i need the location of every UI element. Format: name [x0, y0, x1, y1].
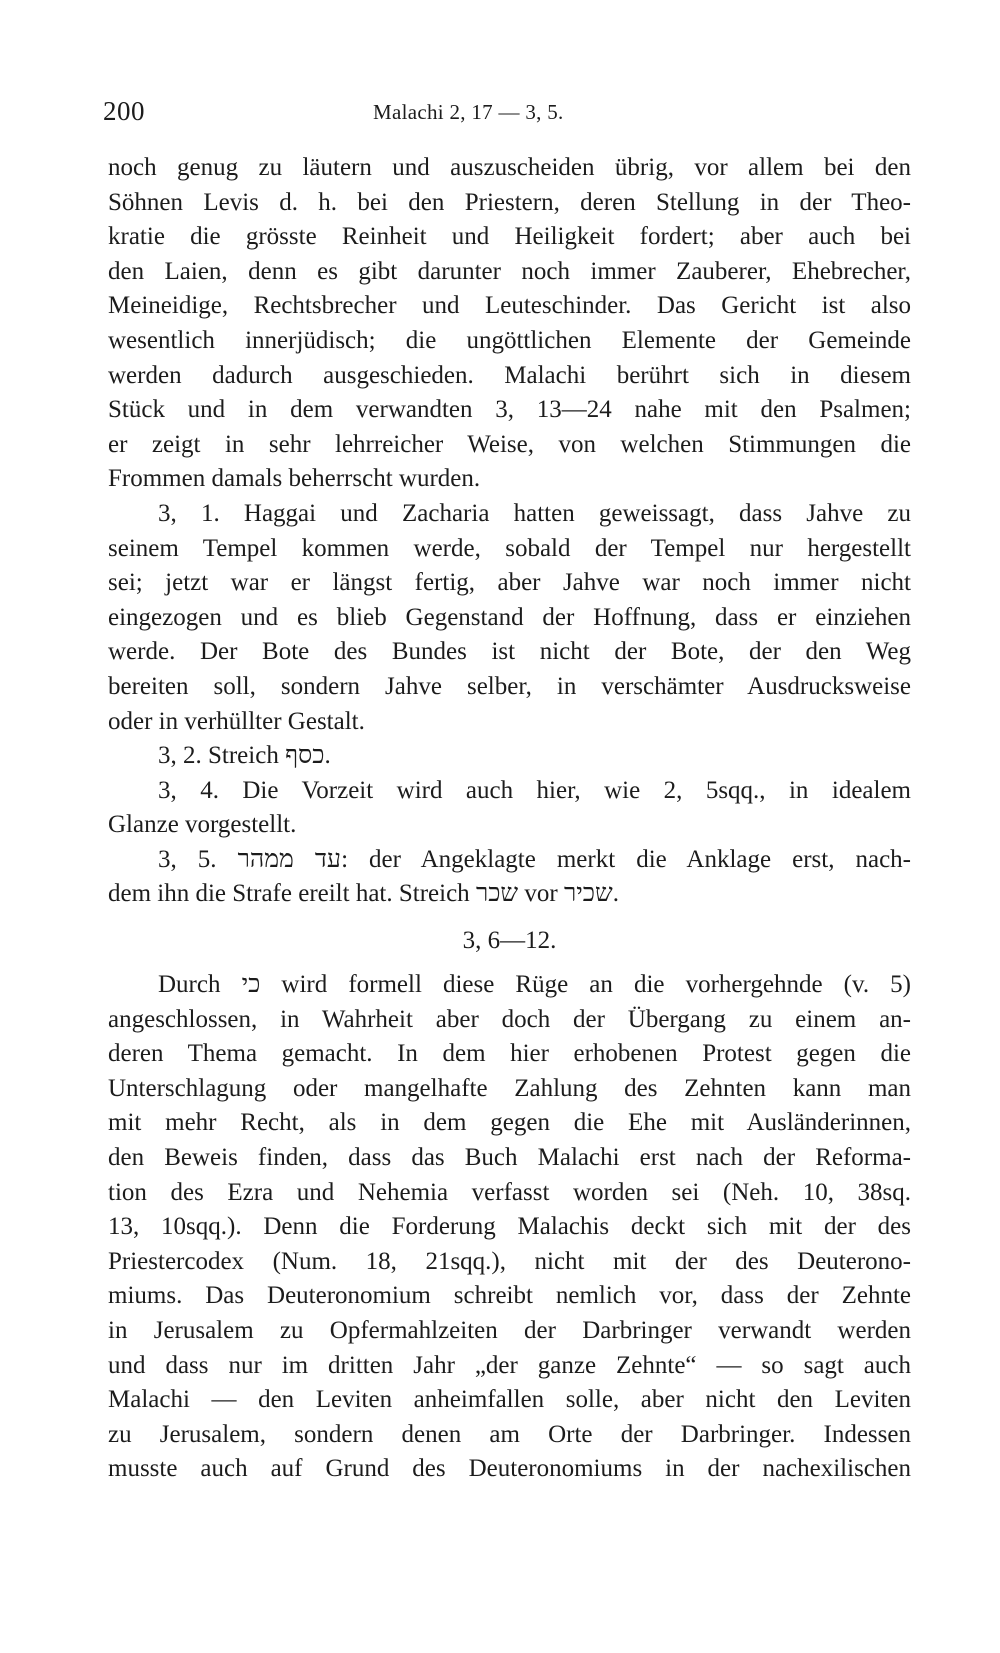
text-line: den Beweis finden, dass das Buch Malachi erst nach der Reforma-: [108, 1144, 911, 1172]
text-line: 3, 2. Streich כסף.: [158, 742, 331, 770]
text-line: Söhnen Levis d. h. bei den Priestern, deren Stellung in der Theo-: [108, 188, 911, 216]
text-line: miums. Das Deuteronomium schreibt nemlich vor, dass der Zehnte: [108, 1282, 911, 1310]
body-text: [108, 151, 911, 1487]
running-title: Malachi 2, 17 — 3, 5.: [373, 100, 564, 124]
text-line: zu Jerusalem, sondern denen am Orte der Darbringer. Indessen: [108, 1420, 911, 1448]
text-line: seinem Tempel kommen werde, sobald der Tempel nur hergestellt: [108, 534, 911, 562]
paragraph-verse-3-1: [108, 497, 911, 739]
text-line: 13, 10sqq.). Denn die Forderung Malachis deckt sich mit der des: [108, 1213, 911, 1241]
text-line: sei; jetzt war er längst fertig, aber Jahve war noch immer nicht: [108, 569, 911, 597]
page-number: 200: [103, 96, 145, 126]
text-line: 3, 1. Haggai und Zacharia hatten geweissagt, dass Jahve zu: [158, 499, 911, 527]
text-line: eingezogen und es blieb Gegenstand der Hoffnung, dass er einziehen: [108, 603, 911, 631]
text-line: 3, 4. Die Vorzeit wird auch hier, wie 2, 5sqq., in idealem: [158, 776, 911, 804]
text-line: Meineidige, Rechtsbrecher und Leuteschinder. Das Gericht ist also: [108, 292, 911, 320]
text-line: er zeigt in sehr lehrreicher Weise, von welchen Stimmungen die: [108, 430, 911, 458]
paragraph-verses-3-6-12: [108, 968, 911, 1487]
text-line: Durch כי wird formell diese Rüge an die vorhergehnde (v. 5): [158, 971, 911, 999]
text-line: werden dadurch ausgeschieden. Malachi berührt sich in diesem: [108, 361, 911, 389]
page-header: [103, 96, 909, 132]
text-line: musste auch auf Grund des Deuteronomiums in der nachexilischen: [108, 1455, 911, 1483]
text-line: Priestercodex (Num. 18, 21sqq.), nicht mit der des Deuterono-: [108, 1247, 911, 1275]
text-line: tion des Ezra und Nehemia verfasst worden sei (Neh. 10, 38sq.: [108, 1178, 911, 1206]
text-line: bereiten soll, sondern Jahve selber, in verschämter Ausdrucksweise: [108, 672, 911, 700]
paragraph-verse-3-5: [108, 843, 911, 912]
paragraph-verse-3-2: [108, 739, 911, 774]
text-line: den Laien, denn es gibt darunter noch immer Zauberer, Ehebrecher,: [108, 257, 911, 285]
text-line: mit mehr Recht, als in dem gegen die Ehe mit Ausländerinnen,: [108, 1109, 911, 1137]
text-line: Glanze vorgestellt.: [108, 811, 297, 839]
text-line: noch genug zu läutern und auszuscheiden übrig, vor allem bei den: [108, 154, 911, 181]
paragraph-verse-3-4: [108, 774, 911, 843]
text-line: kratie die grösste Reinheit und Heiligkeit fordert; aber auch bei: [108, 223, 911, 251]
text-line: und dass nur im dritten Jahr „der ganze Zehnte“ — so sagt auch: [108, 1351, 911, 1379]
text-line: Stück und in dem verwandten 3, 13—24 nahe mit den Psalmen;: [108, 396, 911, 424]
text-line: Unterschlagung oder mangelhafte Zahlung des Zehnten kann man: [108, 1074, 911, 1102]
text-line: wesentlich innerjüdisch; die ungöttlichen Elemente der Gemeinde: [108, 326, 911, 354]
text-line: werde. Der Bote des Bundes ist nicht der Bote, der den Weg: [108, 638, 911, 666]
text-line: Frommen damals beherrscht wurden.: [108, 465, 481, 493]
section-heading: 3, 6—12.: [462, 927, 557, 955]
paragraph-gericht: [108, 151, 911, 497]
text-line: oder in verhüllter Gestalt.: [108, 707, 365, 735]
text-line: Malachi — den Leviten anheimfallen solle, aber nicht den Leviten: [108, 1386, 911, 1414]
text-line: deren Thema gemacht. In dem hier erhobenen Protest gegen die: [108, 1040, 911, 1068]
text-line: dem ihn die Strafe ereilt hat. Streich שכר vor שכיר.: [108, 880, 619, 908]
text-line: 3, 5. עד ממהר: der Angeklagte merkt die Anklage erst, nach-: [158, 845, 911, 873]
text-line: in Jerusalem zu Opfermahlzeiten der Darbringer verwandt werden: [108, 1317, 911, 1344]
text-line: angeschlossen, in Wahrheit aber doch der Übergang zu einem an-: [108, 1005, 911, 1033]
